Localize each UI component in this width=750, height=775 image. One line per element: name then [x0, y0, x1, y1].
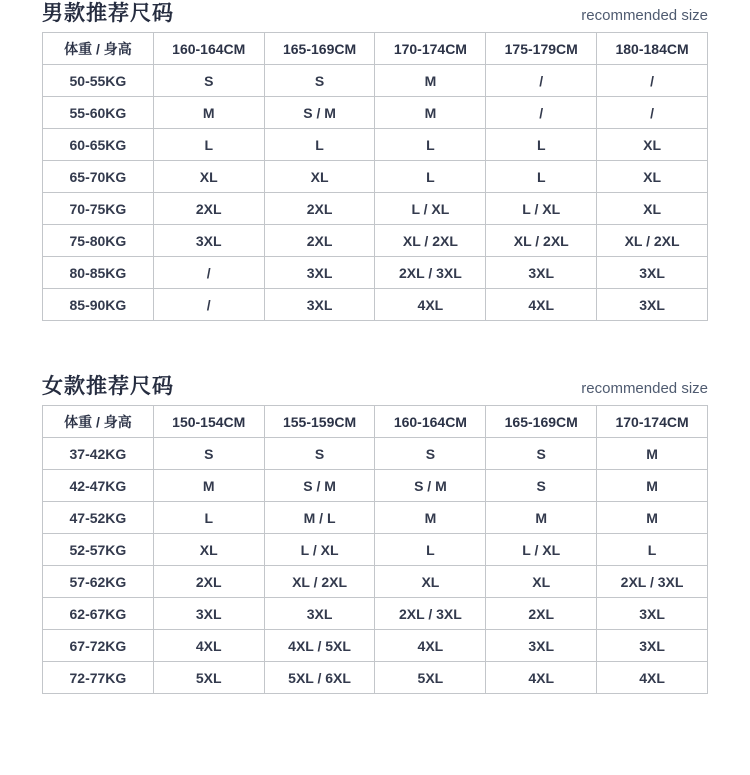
table-row: [43, 438, 708, 470]
mens-section-title: 男款推荐尺码: [42, 2, 174, 25]
size-cell: S / M: [264, 97, 375, 129]
size-cell: 4XL: [375, 289, 486, 321]
weight-range-cell: 85-90KG: [43, 289, 154, 321]
table-header-row: [43, 33, 708, 65]
weight-range-cell: 50-55KG: [43, 65, 154, 97]
table-row: [43, 662, 708, 694]
size-cell: L / XL: [264, 534, 375, 566]
table-body: [43, 438, 708, 694]
weight-range-cell: 47-52KG: [43, 502, 154, 534]
height-range-header: 170-174CM: [375, 33, 486, 65]
height-range-header: 155-159CM: [264, 406, 375, 438]
size-cell: S: [264, 438, 375, 470]
size-cell: 2XL / 3XL: [597, 566, 708, 598]
womens-section-header: [42, 375, 708, 399]
size-cell: 5XL: [153, 662, 264, 694]
table-row: [43, 630, 708, 662]
height-range-header: 170-174CM: [597, 406, 708, 438]
table-header-row-group: [43, 33, 708, 65]
size-cell: M: [375, 65, 486, 97]
size-cell: 3XL: [264, 598, 375, 630]
weight-range-cell: 67-72KG: [43, 630, 154, 662]
size-cell: S: [153, 438, 264, 470]
height-range-header: 175-179CM: [486, 33, 597, 65]
size-cell: 2XL: [264, 193, 375, 225]
weight-range-cell: 60-65KG: [43, 129, 154, 161]
size-cell: M: [597, 502, 708, 534]
size-cell: 3XL: [264, 289, 375, 321]
size-cell: XL / 2XL: [597, 225, 708, 257]
size-cell: /: [597, 65, 708, 97]
size-cell: XL: [375, 566, 486, 598]
size-cell: 4XL / 5XL: [264, 630, 375, 662]
table-row: [43, 289, 708, 321]
size-cell: 2XL: [486, 598, 597, 630]
weight-range-cell: 70-75KG: [43, 193, 154, 225]
size-cell: M: [375, 97, 486, 129]
size-cell: 2XL / 3XL: [375, 257, 486, 289]
size-cell: 3XL: [153, 225, 264, 257]
size-cell: M: [375, 502, 486, 534]
size-cell: 3XL: [264, 257, 375, 289]
size-cell: XL: [264, 161, 375, 193]
table-body: [43, 65, 708, 321]
size-cell: M: [153, 470, 264, 502]
size-cell: 4XL: [153, 630, 264, 662]
size-cell: L: [486, 129, 597, 161]
size-cell: 3XL: [597, 630, 708, 662]
table-header-row-group: [43, 406, 708, 438]
table-row: [43, 193, 708, 225]
size-cell: 2XL / 3XL: [375, 598, 486, 630]
womens-size-table: [42, 405, 708, 694]
size-cell: S: [486, 470, 597, 502]
size-cell: 2XL: [264, 225, 375, 257]
size-cell: S / M: [375, 470, 486, 502]
size-cell: M: [153, 97, 264, 129]
recommended-size-label: recommended size: [581, 380, 708, 397]
size-cell: L: [375, 129, 486, 161]
weight-height-header: 体重 / 身高: [43, 406, 154, 438]
womens-size-section: [42, 375, 708, 694]
weight-range-cell: 80-85KG: [43, 257, 154, 289]
weight-range-cell: 52-57KG: [43, 534, 154, 566]
size-cell: 2XL: [153, 566, 264, 598]
weight-range-cell: 62-67KG: [43, 598, 154, 630]
size-cell: L: [486, 161, 597, 193]
size-cell: /: [486, 97, 597, 129]
table-row: [43, 470, 708, 502]
size-cell: 3XL: [486, 257, 597, 289]
mens-section-header: [42, 2, 708, 26]
weight-height-header: 体重 / 身高: [43, 33, 154, 65]
size-cell: L: [375, 161, 486, 193]
size-cell: 5XL: [375, 662, 486, 694]
size-cell: 3XL: [597, 257, 708, 289]
size-cell: M: [597, 438, 708, 470]
size-cell: L: [153, 502, 264, 534]
weight-range-cell: 72-77KG: [43, 662, 154, 694]
size-cell: L / XL: [486, 534, 597, 566]
size-cell: /: [486, 65, 597, 97]
size-cell: S: [264, 65, 375, 97]
table-row: [43, 161, 708, 193]
height-range-header: 180-184CM: [597, 33, 708, 65]
weight-range-cell: 37-42KG: [43, 438, 154, 470]
size-cell: 3XL: [597, 289, 708, 321]
table-row: [43, 566, 708, 598]
size-cell: M: [486, 502, 597, 534]
size-cell: L / XL: [375, 193, 486, 225]
size-cell: /: [153, 257, 264, 289]
size-cell: L: [264, 129, 375, 161]
size-cell: S: [375, 438, 486, 470]
weight-range-cell: 42-47KG: [43, 470, 154, 502]
size-cell: 4XL: [597, 662, 708, 694]
weight-range-cell: 65-70KG: [43, 161, 154, 193]
size-cell: XL: [486, 566, 597, 598]
size-cell: M: [597, 470, 708, 502]
size-cell: XL: [597, 129, 708, 161]
size-cell: XL / 2XL: [486, 225, 597, 257]
weight-range-cell: 55-60KG: [43, 97, 154, 129]
size-cell: XL: [597, 161, 708, 193]
size-cell: M / L: [264, 502, 375, 534]
mens-size-section: [42, 2, 708, 321]
size-cell: XL: [597, 193, 708, 225]
size-cell: 3XL: [597, 598, 708, 630]
size-cell: 2XL: [153, 193, 264, 225]
table-row: [43, 97, 708, 129]
table-row: [43, 129, 708, 161]
size-cell: 4XL: [375, 630, 486, 662]
size-cell: S / M: [264, 470, 375, 502]
size-cell: 3XL: [153, 598, 264, 630]
table-row: [43, 598, 708, 630]
size-cell: XL / 2XL: [264, 566, 375, 598]
size-cell: XL: [153, 161, 264, 193]
table-row: [43, 65, 708, 97]
table-row: [43, 534, 708, 566]
height-range-header: 160-164CM: [375, 406, 486, 438]
size-cell: 5XL / 6XL: [264, 662, 375, 694]
weight-range-cell: 57-62KG: [43, 566, 154, 598]
size-cell: L / XL: [486, 193, 597, 225]
size-cell: L: [375, 534, 486, 566]
height-range-header: 150-154CM: [153, 406, 264, 438]
table-row: [43, 225, 708, 257]
size-cell: L: [153, 129, 264, 161]
size-cell: /: [597, 97, 708, 129]
table-header-row: [43, 406, 708, 438]
weight-range-cell: 75-80KG: [43, 225, 154, 257]
size-cell: L: [597, 534, 708, 566]
size-cell: XL / 2XL: [375, 225, 486, 257]
size-cell: 4XL: [486, 289, 597, 321]
table-row: [43, 502, 708, 534]
womens-section-title: 女款推荐尺码: [42, 375, 174, 398]
height-range-header: 160-164CM: [153, 33, 264, 65]
size-cell: S: [486, 438, 597, 470]
size-cell: /: [153, 289, 264, 321]
mens-size-table: [42, 32, 708, 321]
recommended-size-label: recommended size: [581, 7, 708, 24]
height-range-header: 165-169CM: [486, 406, 597, 438]
table-row: [43, 257, 708, 289]
size-cell: 3XL: [486, 630, 597, 662]
size-cell: 4XL: [486, 662, 597, 694]
size-cell: S: [153, 65, 264, 97]
height-range-header: 165-169CM: [264, 33, 375, 65]
size-cell: XL: [153, 534, 264, 566]
